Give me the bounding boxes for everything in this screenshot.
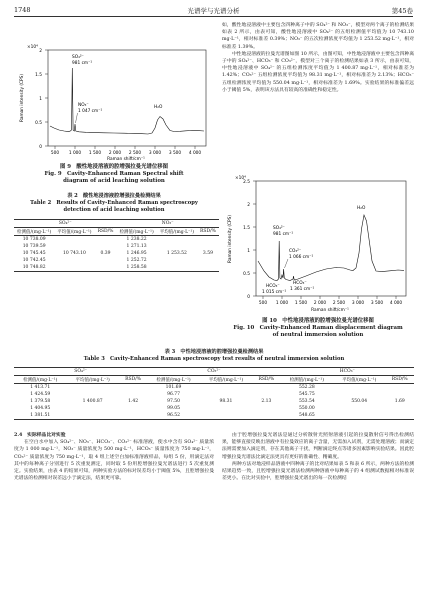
group-header-no3: NO₃⁻: [116, 220, 218, 228]
table-row: [14, 264, 219, 272]
y-tick: 0: [39, 145, 42, 150]
x-tick: 1 000: [275, 301, 289, 306]
group-header-co3: CO₃²⁻: [147, 368, 280, 376]
table-3: [14, 367, 414, 420]
x-tick: 2 500: [332, 301, 346, 306]
col-header: 平均值/(mg·L⁻¹): [157, 228, 197, 236]
table-row: [14, 391, 414, 398]
cell: 552.28: [298, 385, 315, 390]
y-axis-label: Raman intensity (CPS): [228, 214, 233, 264]
title-en: detection of acid leaching solution: [63, 207, 165, 213]
x-tick: 2 000: [313, 301, 327, 306]
caption-cn: 图 9 酸性地浸溶液的腔增强拉曼光谱位移图: [59, 164, 169, 170]
cell: 1 258.58: [116, 264, 156, 272]
cell: 1 424.59: [30, 392, 51, 397]
cell: 10 742.45: [22, 258, 46, 263]
table-row: [14, 384, 414, 392]
x-tick: 4 000: [389, 301, 403, 306]
table-row: [14, 412, 414, 420]
spectrum-line: [50, 68, 204, 134]
x-tick: 3 000: [351, 301, 365, 306]
cell: 1 252.72: [126, 258, 147, 263]
x-axis-label: Raman shift/cm⁻¹: [311, 308, 349, 313]
col-header: 检测值/(mg·L⁻¹): [14, 376, 66, 384]
x-tick: 3 500: [168, 151, 182, 156]
cell: 10 748.82: [14, 264, 54, 272]
volume-label: 第45卷: [391, 7, 413, 15]
cell: 1 413.71: [30, 385, 51, 390]
cell: 1 246.95: [126, 251, 147, 256]
cell: 548.65: [281, 412, 333, 420]
col-header: RSD/%: [197, 228, 219, 236]
peak-label-so4: SO₄²⁻: [72, 55, 84, 60]
x-tick: 1 000: [68, 151, 82, 156]
peak-label-hco3-a: HCO₃⁻: [266, 284, 280, 289]
peak-arrow-no3: [76, 113, 78, 123]
spectrum-line: [258, 215, 404, 281]
running-header: [14, 6, 413, 17]
table-row: [14, 405, 414, 412]
col-header: 平均值/(mg·L⁻¹): [66, 376, 118, 384]
peak-shift-so4: 981 cm⁻¹: [273, 232, 294, 237]
page-number: 1748: [14, 6, 31, 14]
col-header: 平均值/(mg·L⁻¹): [333, 376, 385, 384]
cell: 0.39: [100, 251, 111, 256]
right-column-text: [222, 22, 414, 94]
y-tick: 0.5: [35, 121, 42, 126]
peak-arrow-co3: [285, 259, 289, 268]
cell: 1.69: [394, 399, 405, 404]
y-tick: 1.5: [35, 73, 42, 78]
figure-10: [222, 173, 414, 313]
cell: 10 743.10: [62, 251, 86, 256]
col-header: RSD/%: [252, 376, 280, 384]
figure-10-caption: [222, 318, 414, 339]
col-header: 检测值/(mg·L⁻¹): [281, 376, 333, 384]
col-header: 检测值/(mg·L⁻¹): [116, 228, 156, 236]
col-header: 检测值/(mg·L⁻¹): [14, 228, 54, 236]
journal-name: 光谱学与光谱分析: [187, 7, 240, 15]
table-row: [14, 236, 219, 244]
figure-9: [14, 42, 214, 160]
title-en: Table 2 Results of Cavity-Enhanced Raman spectroscopy: [30, 200, 198, 206]
cell: 3.59: [202, 251, 213, 256]
cell: 1 381.51: [14, 412, 66, 420]
peak-label-so4: SO₄²⁻: [273, 226, 285, 231]
paragraph: 两种方法对地浸样品溶液中四种离子的比对结果如表 5 和表 6 所示，两种方法的检测结果趋势一致，且腔增强拉曼光谱法检测两种溶液中每种离子的 4 组测试数据相对标准误差更小。在比对实验中，腔增强拉曼光谱出的每一次检测结: [222, 461, 414, 482]
group-header-hco3: HCO₃⁻: [281, 368, 414, 376]
col-header: 平均值/(mg·L⁻¹): [200, 376, 252, 384]
cell: 98.31: [219, 399, 233, 404]
figure-9-caption: [14, 164, 214, 185]
x-tick: 3 500: [370, 301, 384, 306]
y-tick: 2: [247, 203, 250, 208]
y-tick: 0: [247, 295, 250, 300]
y-tick: 1.5: [243, 226, 250, 231]
cell: 1 400.87: [82, 399, 103, 404]
y-tick: 2: [39, 49, 42, 54]
caption-cn: 图 10 中性地浸溶液的腔增强拉曼光谱位移图: [262, 318, 374, 324]
col-header: 检测值/(mg·L⁻¹): [147, 376, 199, 384]
peak-label-h2o: H₂O: [357, 206, 366, 211]
cell: 10 738.09: [22, 237, 46, 242]
cell: 96.52: [147, 412, 199, 420]
x-axis-label: Raman shift/cm⁻¹: [107, 157, 145, 160]
cell: 1 238.22: [126, 237, 147, 242]
cell: 99.05: [167, 406, 180, 411]
figure-10-plot: [222, 173, 414, 313]
cell: 1.42: [128, 399, 139, 404]
cell: 10 739.59: [22, 244, 46, 249]
peak-shift-so4: 981 cm⁻¹: [72, 61, 93, 66]
y-scale-label: ×10⁴: [27, 45, 38, 50]
paragraph: 在空白水中加入 SO₄²⁻、NO₃⁻、HCO₃⁻、CO₃²⁻ 标准溶液，使水中含有 SO₄²⁻ 质量浓度为 1 000 mg·L⁻¹，NO₃⁻ 质量浓度为 500 mg·L⁻¹，HCO₃⁻ 质量浓度为 750 mg·L⁻¹，CO₃²⁻ 质量浓度为 750 mg·L⁻¹，取 4 组上述空白加标准溶液样品，每组 5 份，用滴定法对其中的每种离子分别进行 5 次重复测定，同时取 5 份用腔增强拉曼光谱法进行 5 次重复测定。实验结果，由表 4 的结果可知，两种实验方法的标对误差均小于阈值 5%，且腔增强拉曼光谱法的检测相对误差远小于滴定法，结果更可靠。: [14, 440, 214, 482]
y-tick: 2.5: [243, 180, 250, 185]
x-tick: 1 500: [88, 151, 102, 156]
cell: 553.54: [298, 399, 315, 404]
table-row: [14, 243, 219, 250]
y-axis-label: Raman intensity (CPS): [20, 73, 25, 123]
cell: 1 404.95: [30, 406, 51, 411]
cell: 1 379.58: [30, 399, 51, 404]
title-en: Table 3 Cavity-Enhanced Raman spectroscopy test results of neutral immersion solution: [83, 356, 345, 362]
x-tick: 1 500: [294, 301, 308, 306]
table-3-title: [14, 349, 414, 363]
section-2-4-right: [222, 432, 414, 482]
table-row: [14, 257, 219, 264]
paragraph: 如，酸性地浸溶液中主要包含四种离子中的 SO₄²⁻ 和 NO₃⁻，模型对两个离子的检测结果如表 2 所示，由表可知，酸性地浸溶液中 SO₄²⁻ 的五组检测值平均值为 10 743.10 mg·L⁻¹，相对标准差 0.39%；NO₃⁻ 的五次检测浓度平均值为 1 253.52 mg·L⁻¹，相对标准差 1.39%。: [222, 23, 414, 50]
section-2-4-left: [14, 432, 214, 482]
cell: 1 253.52: [166, 251, 187, 256]
peak-label-co3: CO₃²⁻: [289, 249, 302, 254]
cell: 550.04: [351, 399, 368, 404]
paragraph: 由于腔增强拉曼光谱法是通过分析散射光照射溶液引起的拉曼散射信号得出检测结果，能够直接反映出溶液中有拉曼效应的离子含量，无需加入试剂，无需处理溶液；而滴定法则需要加入滴定剂，存在其他离子干扰，判断滴定终点等诸多因素影响实验结果。因此腔增强拉曼光谱法比滴定法更具有更好的准确性、精确度。: [222, 433, 414, 460]
col-header: 平均值/(mg·L⁻¹): [54, 228, 94, 236]
cell: 96.77: [167, 392, 180, 397]
title-cn: 表 2 酸性地浸溶液腔增强拉曼检测结果: [67, 193, 161, 199]
title-cn: 表 3 中性地浸溶液的腔增强拉曼检测结果: [164, 349, 264, 355]
cell: 101.69: [165, 385, 182, 390]
peak-label-hco3-b: HCO₃⁻: [293, 281, 307, 286]
table-2-title: [14, 193, 214, 214]
col-header: RSD/%: [95, 228, 117, 236]
paragraph: 中性地浸溶液的拉曼光谱图如图 10 所示，由图可知，中性地浸溶液中主要包含四种离子中的 SO₄²⁻、HCO₃⁻ 和 CO₃²⁻，模型对三个离子的检测结果如表 3 所示，由表可知，中性地浸溶液中 SO₄²⁻ 的五组检测浓度平均值为 1 400.87 mg·L⁻¹，相对标准差为 1.42%；CO₃²⁻ 五组检测浓度平均值为 98.31 mg·L⁻¹，相对标准差为 2.13%；HCO₃⁻ 五组检测浓度平均值为 550.04 mg·L⁻¹，相对标准差为 1.69%。实验结果的标准偏差远小于阈值 5%，表明该方法具有较高的准确性和稳定性。: [222, 51, 414, 93]
col-header: RSD/%: [119, 376, 147, 384]
x-tick: 3 000: [148, 151, 162, 156]
table-row: [14, 398, 414, 405]
group-header-so4: SO₄²⁻: [14, 220, 116, 228]
x-tick: 2 000: [108, 151, 122, 156]
table-row: [14, 250, 219, 257]
peak-shift-no3: 1 047 cm⁻¹: [78, 109, 103, 114]
table-2: [14, 219, 219, 272]
y-tick: 1: [247, 249, 250, 254]
cell: 97.50: [167, 399, 180, 404]
cell: 1 271.13: [126, 244, 147, 249]
caption-en: Fig. 10 Cavity-Enhanced Raman displacement diagram: [233, 325, 403, 331]
peak-label-h2o: H₂O: [154, 105, 163, 110]
cell: 550.00: [298, 406, 315, 411]
caption-en: Fig. 9 Cavity-Enhanced Raman Spectral shift: [44, 171, 184, 177]
y-tick: 0.5: [243, 272, 250, 277]
col-header: RSD/%: [385, 376, 414, 384]
cell: 2.13: [261, 399, 272, 404]
peak-shift-hco3-a: 1 015 cm⁻¹: [262, 290, 287, 295]
x-tick: 4 000: [188, 151, 202, 156]
group-header-so4: SO₄²⁻: [14, 368, 147, 376]
y-tick: 1: [39, 97, 42, 102]
peak-shift-hco3-b: 1 361 cm⁻¹: [290, 287, 315, 292]
peak-label-no3: NO₃⁻: [78, 103, 89, 108]
section-heading: 2.4 实际样品比对实验: [14, 432, 66, 438]
x-tick: 500: [50, 151, 60, 156]
caption-en: of neutral immersion solution: [272, 332, 364, 338]
x-tick: 2 500: [128, 151, 142, 156]
caption-en: diagram of acid leaching solution: [63, 178, 165, 184]
cell: 10 745.45: [22, 251, 46, 256]
cell: 545.75: [298, 392, 315, 397]
y-scale-label: ×10⁴: [235, 176, 246, 181]
peak-shift-co3: 1 066 cm⁻¹: [289, 255, 314, 260]
x-tick: 500: [258, 301, 268, 306]
figure-9-plot: [14, 42, 214, 160]
